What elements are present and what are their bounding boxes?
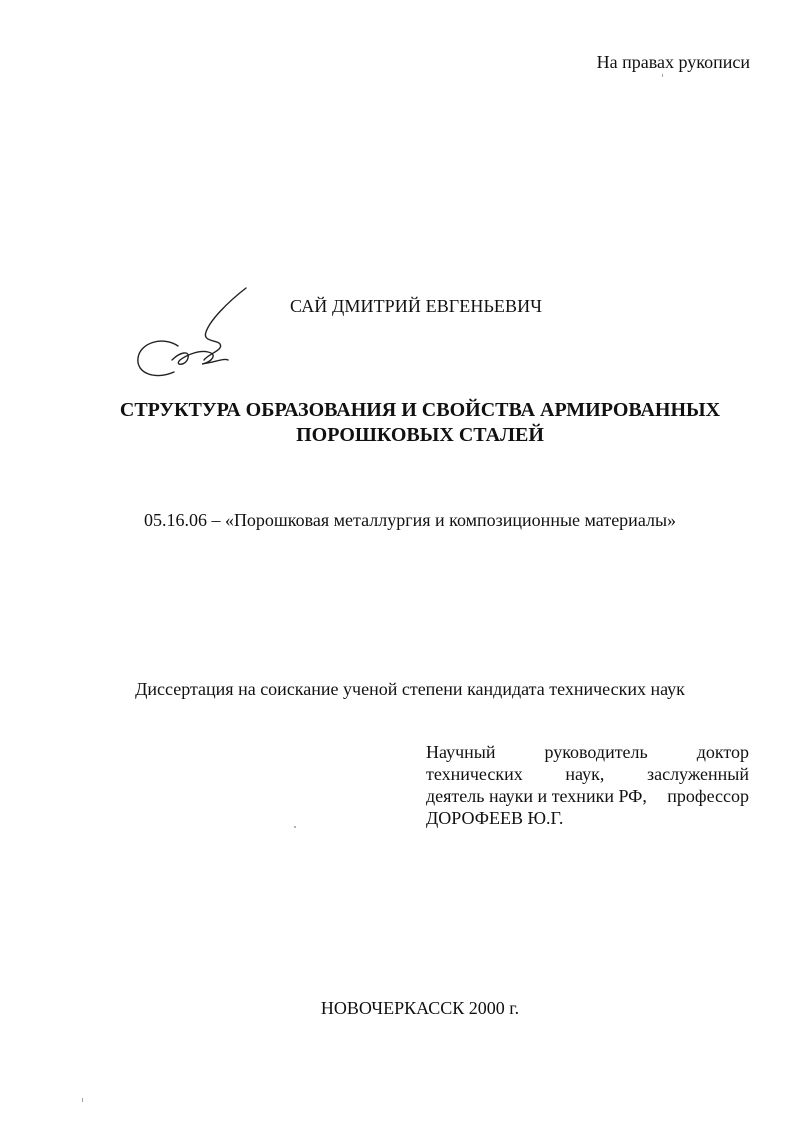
scientific-advisor [426, 741, 749, 829]
author-name: САЙ ДМИТРИЙ ЕВГЕНЬЕВИЧ [290, 296, 543, 316]
rights-note: На правах рукописи [596, 52, 750, 72]
author-signature [128, 280, 258, 390]
specialty-code: 05.16.06 – «Порошковая металлургия и композиционные материалы» [143, 510, 677, 530]
advisor-name: ДОРОФЕЕВ Ю.Г. [426, 808, 564, 828]
scan-speck [82, 1098, 83, 1102]
dissertation-title [60, 398, 780, 448]
advisor-line-1: Научный руководитель доктор [426, 742, 749, 762]
advisor-line-2: технических наук, заслуженный [426, 764, 749, 784]
title-line-2: ПОРОШКОВЫХ СТАЛЕЙ [296, 424, 544, 446]
degree-statement: Диссертация на соискание ученой степени кандидата технических наук [135, 679, 685, 699]
city-year: НОВОЧЕРКАССК 2000 г. [320, 998, 520, 1018]
scan-speck [662, 74, 663, 77]
title-line-1: СТРУКТУРА ОБРАЗОВАНИЯ И СВОЙСТВА АРМИРОВАННЫХ [119, 399, 721, 421]
advisor-line-3: деятель науки и техники РФ, профессор [426, 786, 749, 806]
scan-speck [294, 826, 296, 828]
